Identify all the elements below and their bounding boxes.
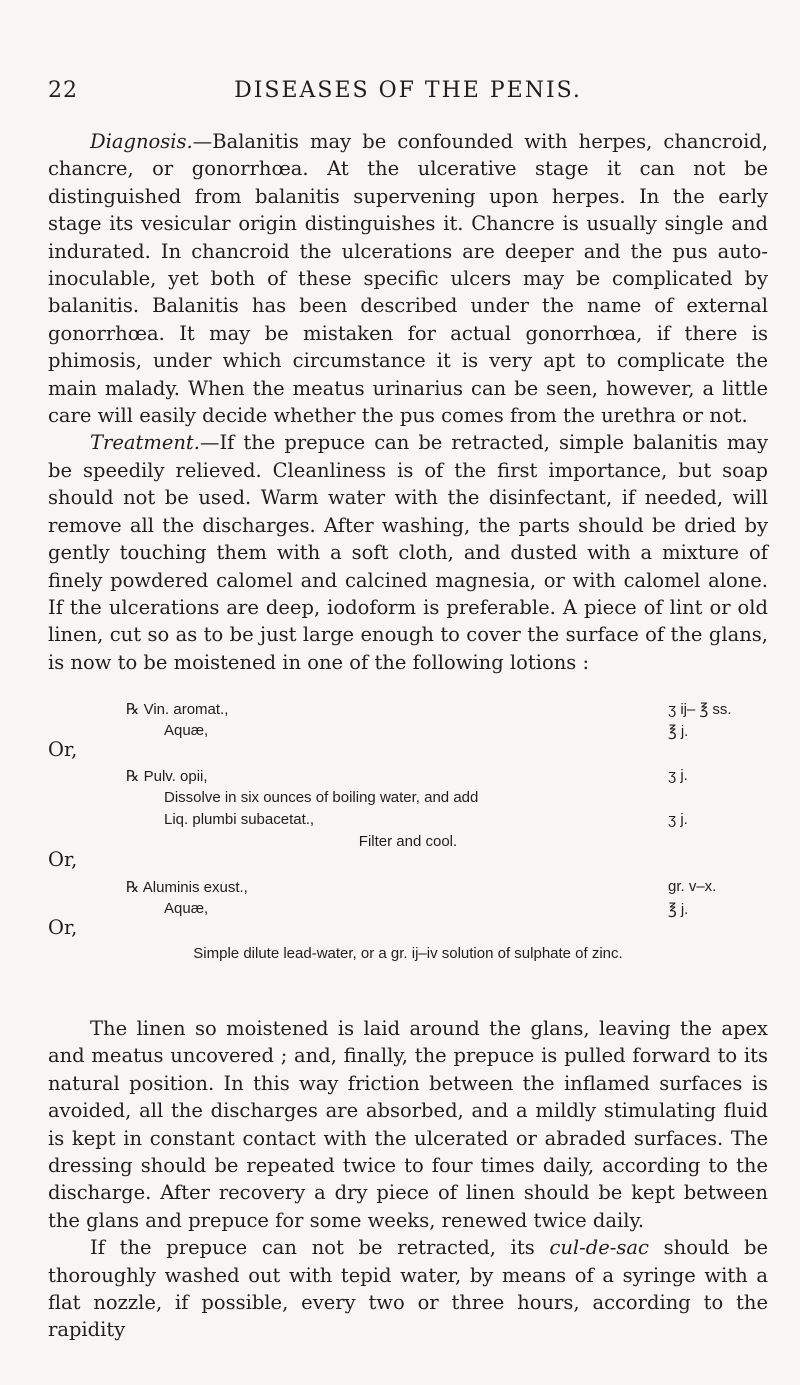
rx1-ingredient1: ℞ Vin. aromat., [126,701,229,718]
rx2-instruction-line [48,789,768,809]
rx3-ingredient1: ℞ Aluminis exust., [126,879,248,896]
rx1-dose2: ℥ j. [668,723,689,740]
or-separator-2: Or, [48,848,78,871]
dressing-paragraph: The linen so moistened is laid around the glans, leaving the apex and meatus uncovered ; and, finally, the prepuce is pulled forward to its natural position. In this way friction between the inflamed surfaces is avoided, all the discharges are absorbed, and a mildly stimulating fluid is kept in constant contact with the ulcerated or abraded surfaces. The dressing should be repeated twice to four times daily, according to the discharge. After recovery a dry piece of linen should be kept between the glans and prepuce for some weeks, renewed twice daily. [48,1017,768,1232]
rx2-instruction: Dissolve in six ounces of boiling water, and add [164,789,479,806]
rx1-line1 [48,700,768,720]
rx3-dose1: gr. v–x. [668,878,717,895]
page-header [48,78,768,112]
rx2-dose1: ʒ j. [668,767,688,784]
diagnosis-text: —Balanitis may be confounded with herpes, chancroid, chancre, or gonorrhœa. At the ulcerative stage it can not be distinguished from balanitis supervening upon herpes. In the early stage its vesicular origin distinguishes it. Chancre is usually single and indurated. In chancroid the ulcerations are deeper and the pus auto-inoculable, yet both of these specific ulcers may be complicated by balanitis. Balanitis has been described under the name of external gonorrhœa. It may be mistaken for actual gonorrhœa, if there is phimosis, under which circumstance it is very apt to complicate the main malady. When the meatus urinarius can be seen, however, a little care will easily decide whether the pus comes from the urethra or not. [48,130,768,428]
rx4-line [48,945,768,965]
treatment-heading: Treatment. [90,431,200,455]
rx3-ingredient2: Aquæ, [164,900,209,917]
rx1-line2 [48,722,768,742]
rx2-line2 [48,811,768,831]
rx2-instruction2: Filter and cool. [358,833,458,850]
cul-de-sac-text-rest: should be thoroughly washed out with tepid water, by means of a syringe with a flat nozzle, if possible, every two or three hours, according to the rapidity [48,1236,768,1342]
diagnosis-heading: Diagnosis. [90,130,193,153]
running-head: DISEASES OF THE PENIS. [234,78,582,103]
cul-de-sac-paragraph [48,1234,768,1344]
rx4-text: Simple dilute lead-water, or a gr. ij–iv solution of sulphate of zinc. [193,945,623,962]
upper-text-block [48,128,768,676]
rx2-line1 [48,767,768,787]
rx2-ingredient2: Liq. plumbi subacetat., [164,811,315,828]
treatment-text: —If the prepuce can be retracted, simple balanitis may be speedily relieved. Cleanliness is of the first importance, but soap should not be used. Warm water with the disinfectant, if needed, will remove all the discharges. After washing, the parts should be dried by gently touching them with a soft cloth, and dusted with a mixture of finely powdered calomel and calcined magnesia, or with calomel alone. If the ulcerations are deep, iodoform is preferable. A piece of lint or old linen, cut so as to be just large enough to cover the surface of the glans, is now to be moistened in one of the following lotions : [48,431,768,674]
rx2-ingredient1: ℞ Pulv. opii, [126,768,208,785]
treatment-paragraph [48,429,768,676]
lower-text-block [48,1015,768,1344]
rx2-instruction2-line [48,833,768,853]
or-separator-3: Or, [48,916,78,939]
diagnosis-paragraph [48,128,768,429]
cul-de-sac-text-start: If the prepuce can not be retracted, its [90,1236,550,1260]
page-number: 22 [48,78,78,103]
rx2-dose2: ʒ j. [668,811,688,828]
rx1-ingredient2: Aquæ, [164,722,209,739]
rx3-dose2: ℥ j. [668,901,689,918]
cul-de-sac-term: cul-de-sac [549,1236,649,1260]
rx3-line1 [48,878,768,898]
rx3-line2 [48,900,768,920]
or-separator-1: Or, [48,738,78,761]
rx1-dose1: ʒ ij– ℥ ss. [668,701,732,718]
